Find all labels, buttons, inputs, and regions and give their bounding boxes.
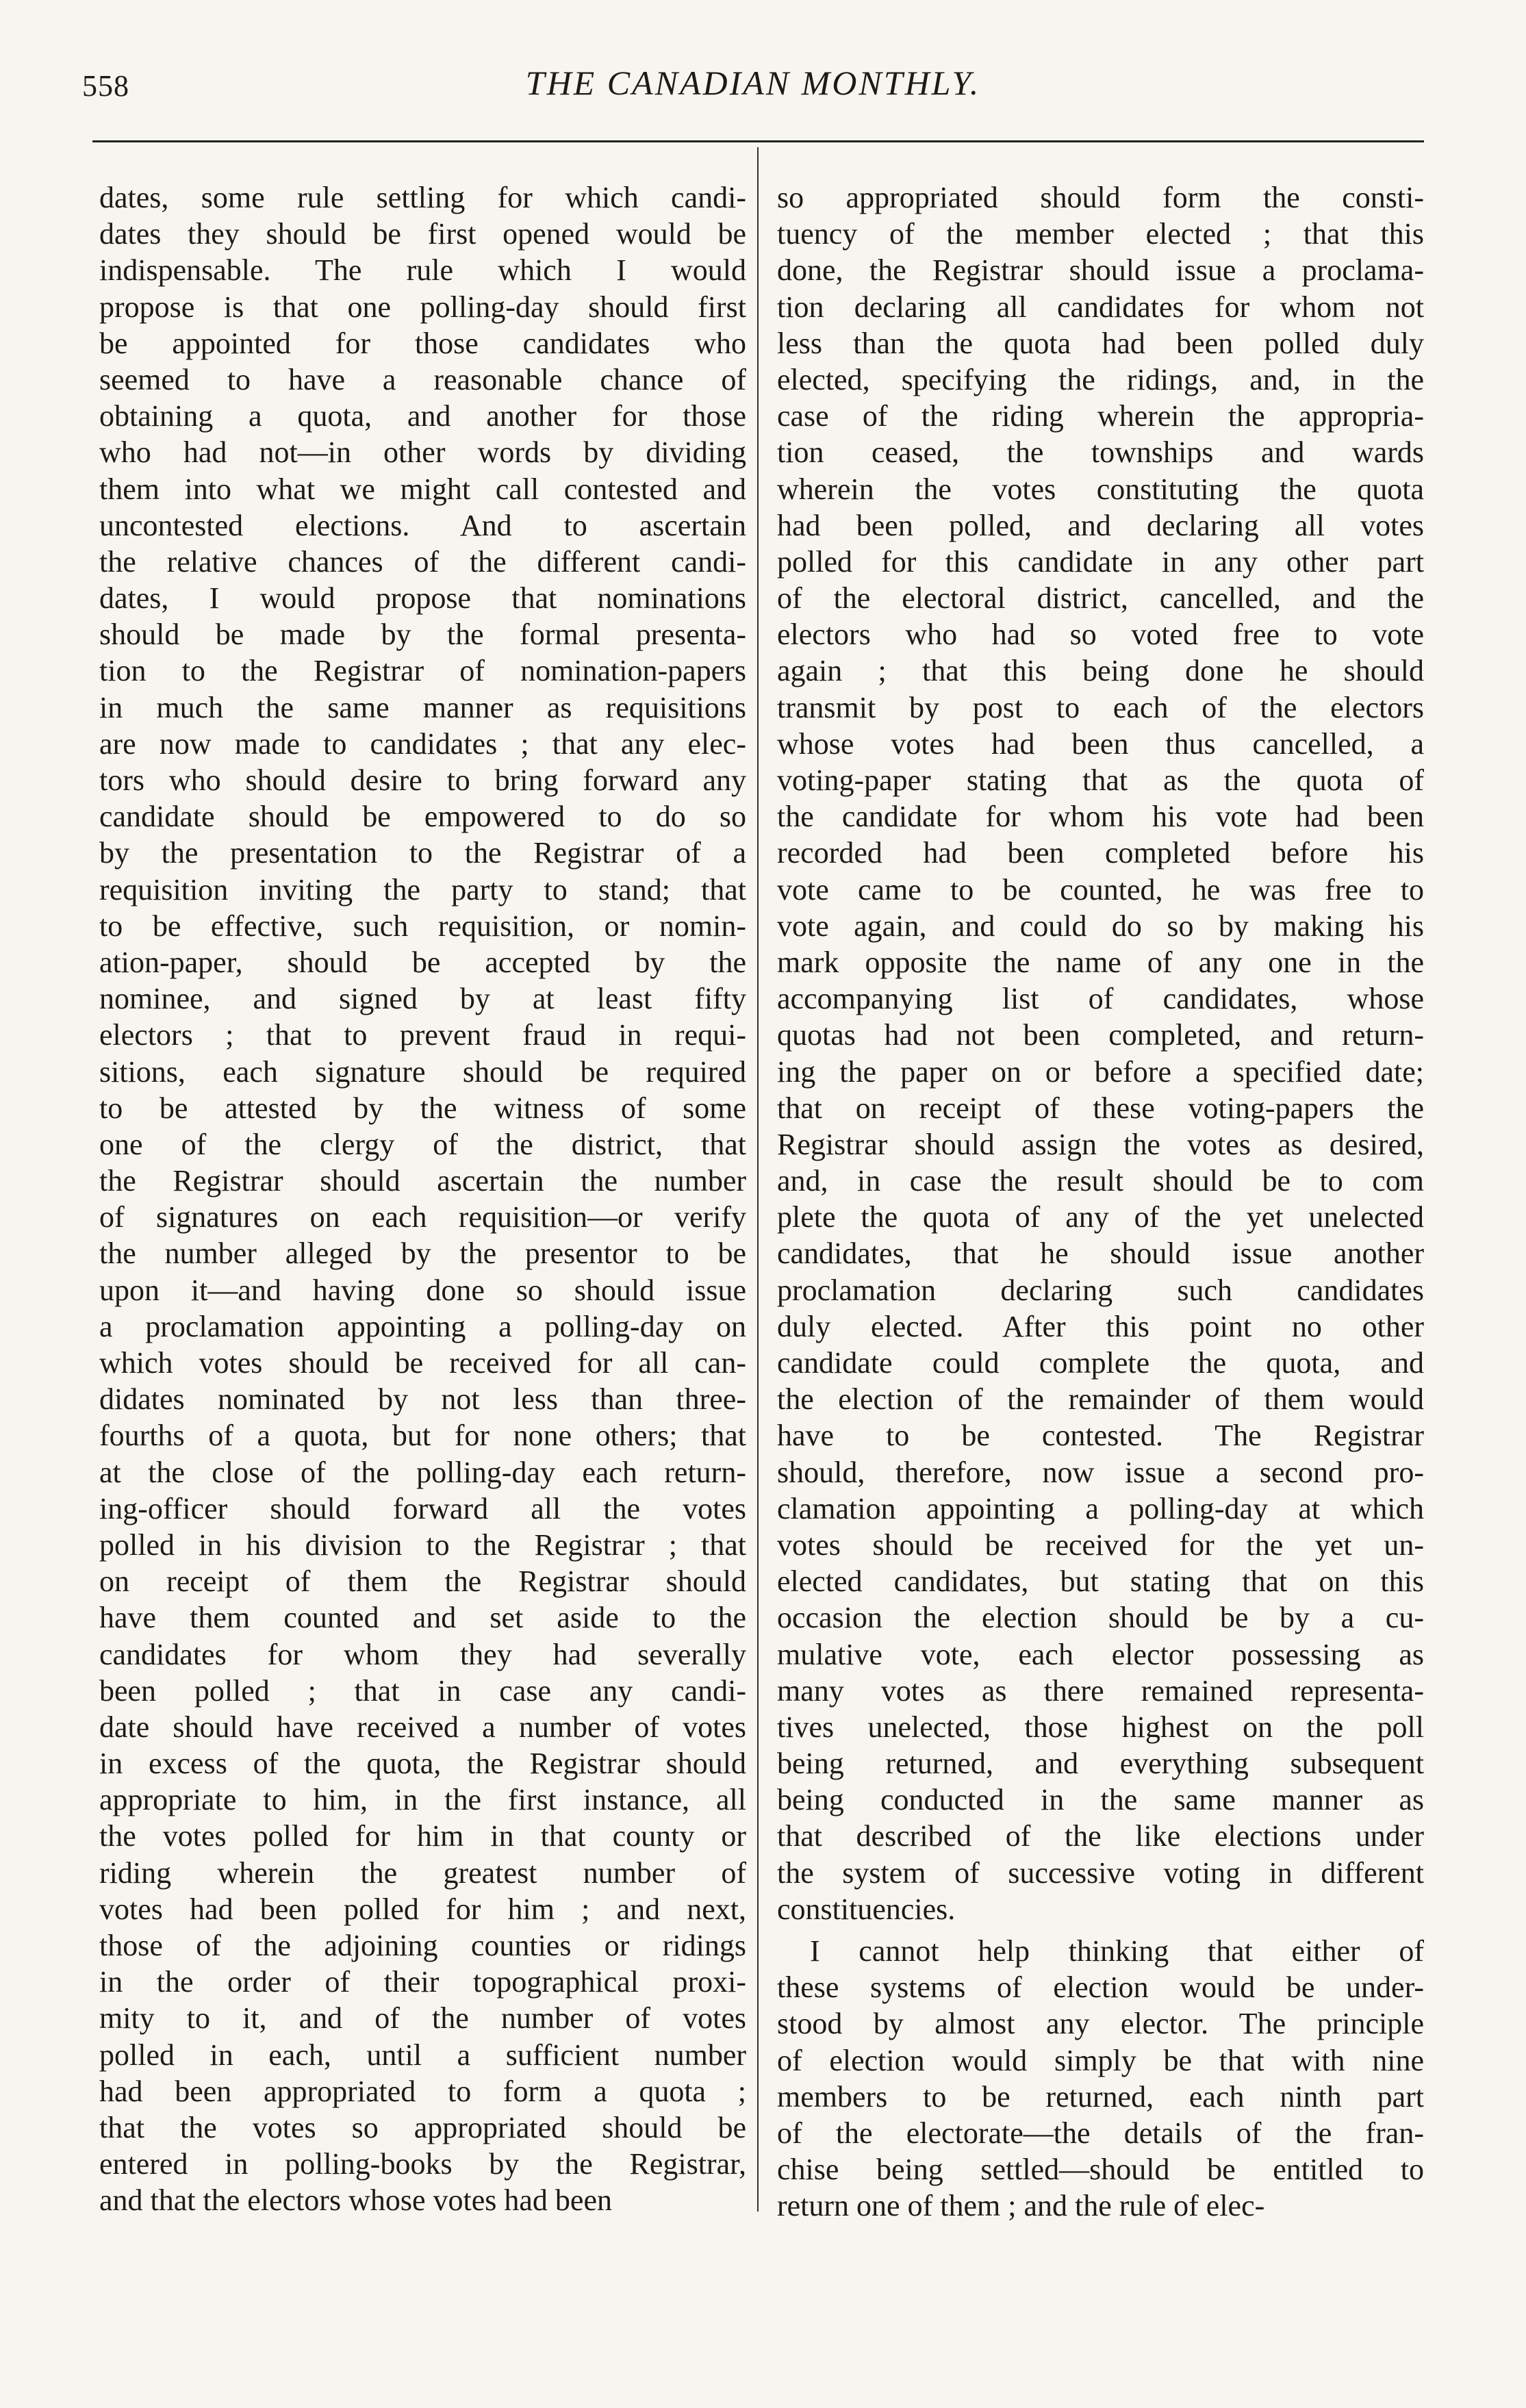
text-line: being returned, and everything subsequent: [777, 1747, 1424, 1781]
text-line: proclamation declaring such candidates: [777, 1273, 1424, 1307]
text-line: of the electorate—the details of the fran-: [777, 2116, 1424, 2150]
text-line: the votes polled for him in that county or: [99, 1819, 746, 1853]
text-line: voting-paper stating that as the quota of: [777, 763, 1424, 797]
text-line: polled for this candidate in any other part: [777, 544, 1424, 579]
text-line: had been appropriated to form a quota ;: [99, 2074, 746, 2108]
text-line: one of the clergy of the district, that: [99, 1127, 746, 1161]
text-line: that described of the like elections under: [777, 1819, 1424, 1853]
text-line: and that the electors whose votes had been: [99, 2183, 612, 2218]
text-line: uncontested elections. And to ascertain: [99, 508, 746, 542]
text-line: tives unelected, those highest on the poll: [777, 1710, 1424, 1744]
text-line: have to be contested. The Registrar: [777, 1419, 1424, 1453]
text-line: appropriate to him, in the first instance, all: [99, 1783, 746, 1817]
text-line: vote again, and could do so by making his: [777, 909, 1424, 943]
text-line: indispensable. The rule which I would: [99, 253, 746, 288]
text-line: quotas had not been completed, and return-: [777, 1018, 1424, 1052]
text-line: had been polled, and declaring all votes: [777, 508, 1424, 542]
text-line: tion declaring all candidates for whom not: [777, 290, 1424, 324]
text-line: have them counted and set aside to the: [99, 1601, 746, 1635]
text-line: less than the quota had been polled duly: [777, 326, 1424, 360]
text-line: tion ceased, the townships and wards: [777, 435, 1424, 470]
text-line: in the order of their topographical proxi-: [99, 1965, 746, 1999]
text-line: date should have received a number of votes: [99, 1710, 746, 1744]
text-line: in excess of the quota, the Registrar should: [99, 1747, 746, 1781]
text-line: stood by almost any elector. The principle: [777, 2007, 1424, 2041]
text-line: didates nominated by not less than three-: [99, 1382, 746, 1417]
column-divider: [757, 147, 759, 2211]
text-line: in much the same manner as requisitions: [99, 690, 746, 724]
page-number: 558: [82, 69, 129, 103]
text-line: tors who should desire to bring forward any: [99, 763, 746, 797]
text-line: constituencies.: [777, 1892, 956, 1926]
text-line: sitions, each signature should be required: [99, 1054, 746, 1089]
text-line: electors who had so voted free to vote: [777, 618, 1424, 652]
text-line: the system of successive voting in different: [777, 1855, 1424, 1890]
text-line: occasion the election should be by a cu-: [777, 1601, 1424, 1635]
text-line: accompanying list of candidates, whose: [777, 982, 1424, 1016]
text-line: been polled ; that in case any candi-: [99, 1673, 746, 1708]
text-line: upon it—and having done so should issue: [99, 1273, 746, 1307]
text-line: propose is that one polling-day should first: [99, 290, 746, 324]
text-line: to be effective, such requisition, or nomin-: [99, 909, 746, 943]
text-line: are now made to candidates ; that any elec-: [99, 726, 746, 761]
text-line: obtaining a quota, and another for those: [99, 399, 746, 433]
text-line: Registrar should assign the votes as desired,: [777, 1127, 1424, 1161]
text-line: who had not—in other words by dividing: [99, 435, 746, 470]
text-line: plete the quota of any of the yet unelected: [777, 1200, 1424, 1234]
text-line: chise being settled—should be entitled to: [777, 2153, 1424, 2187]
text-line: be appointed for those candidates who: [99, 326, 746, 360]
text-line: those of the adjoining counties or ridings: [99, 1929, 746, 1962]
text-line: of signatures on each requisition—or verify: [99, 1200, 746, 1234]
text-line: dates, some rule settling for which candi-: [99, 181, 746, 214]
text-line: candidate should be empowered to do so: [99, 800, 746, 834]
text-line: clamation appointing a polling-day at which: [777, 1491, 1424, 1525]
left-column-text: [99, 179, 746, 2219]
text-line: wherein the votes constituting the quota: [777, 472, 1424, 506]
left-column: [99, 179, 746, 2240]
text-line: being conducted in the same manner as: [777, 1783, 1424, 1817]
text-line: of the electoral district, cancelled, and the: [777, 581, 1424, 616]
text-line: the Registrar should ascertain the number: [99, 1164, 746, 1198]
text-line: of election would simply be that with nine: [777, 2043, 1424, 2077]
text-line: tuency of the member elected ; that this: [777, 217, 1424, 251]
text-line: members to be returned, each ninth part: [777, 2079, 1424, 2114]
header-rule: [92, 140, 1424, 142]
text-line: by the presentation to the Registrar of a: [99, 836, 746, 870]
text-line: many votes as there remained representa-: [777, 1673, 1424, 1708]
text-line: ing-officer should forward all the votes: [99, 1491, 746, 1525]
page-header: [82, 63, 1424, 118]
text-line: should, therefore, now issue a second pro-: [777, 1455, 1424, 1489]
right-column: [777, 179, 1424, 2240]
text-line: mity to it, and of the number of votes: [99, 2001, 746, 2036]
text-line: fourths of a quota, but for none others; that: [99, 1419, 746, 1453]
text-line: riding wherein the greatest number of: [99, 1855, 746, 1890]
text-line: entered in polling-books by the Registrar,: [99, 2147, 746, 2181]
text-line: the election of the remainder of them would: [777, 1382, 1424, 1417]
text-line: polled in his division to the Registrar ; that: [99, 1528, 746, 1562]
text-line: them into what we might call contested and: [99, 472, 746, 506]
text-line: votes had been polled for him ; and next,: [99, 1892, 746, 1926]
text-line: that the votes so appropriated should be: [99, 2110, 746, 2144]
text-line: I cannot help thinking that either of: [810, 1934, 1424, 1968]
text-line: electors ; that to prevent fraud in requi-: [99, 1018, 746, 1052]
text-line: mulative vote, each elector possessing as: [777, 1637, 1424, 1671]
text-line: requisition inviting the party to stand; that: [99, 872, 746, 907]
text-line: candidate could complete the quota, and: [777, 1346, 1424, 1380]
text-line: that on receipt of these voting-papers the: [777, 1091, 1424, 1125]
text-line: ing the paper on or before a specified date;: [777, 1054, 1424, 1089]
text-line: to be attested by the witness of some: [99, 1091, 746, 1125]
text-line: a proclamation appointing a polling-day on: [99, 1309, 746, 1343]
text-line: candidates, that he should issue another: [777, 1237, 1424, 1271]
text-line: duly elected. After this point no other: [777, 1309, 1424, 1343]
text-line: seemed to have a reasonable chance of: [99, 362, 746, 396]
text-line: done, the Registrar should issue a proclama-: [777, 253, 1424, 288]
text-line: and, in case the result should be to com: [777, 1164, 1424, 1198]
text-line: return one of them ; and the rule of elec-: [777, 2189, 1265, 2223]
text-line: at the close of the polling-day each return-: [99, 1455, 746, 1489]
text-line: should be made by the formal presenta-: [99, 618, 746, 652]
text-line: transmit by post to each of the electors: [777, 690, 1424, 724]
text-line: nominee, and signed by at least fifty: [99, 982, 746, 1016]
text-line: on receipt of them the Registrar should: [99, 1564, 746, 1599]
text-line: elected, specifying the ridings, and, in the: [777, 362, 1424, 396]
text-line: case of the riding wherein the appropria-: [777, 399, 1424, 433]
text-line: so appropriated should form the consti-: [777, 181, 1424, 214]
text-line: elected candidates, but stating that on this: [777, 1564, 1424, 1599]
text-line: the candidate for whom his vote had been: [777, 800, 1424, 834]
running-title: THE CANADIAN MONTHLY.: [525, 64, 981, 102]
text-line: candidates for whom they had severally: [99, 1637, 746, 1671]
text-line: polled in each, until a sufficient number: [99, 2038, 746, 2072]
text-line: these systems of election would be under-: [777, 1970, 1424, 2005]
text-line: the number alleged by the presentor to be: [99, 1237, 746, 1271]
right-column-text: [777, 179, 1424, 2225]
text-line: the relative chances of the different candi-: [99, 544, 746, 579]
text-line: recorded had been completed before his: [777, 836, 1424, 870]
text-line: dates they should be first opened would be: [99, 217, 746, 251]
text-line: tion to the Registrar of nomination-papers: [99, 654, 746, 688]
text-line: vote came to be counted, he was free to: [777, 872, 1424, 907]
text-line: whose votes had been thus cancelled, a: [777, 726, 1424, 761]
text-line: votes should be received for the yet un-: [777, 1528, 1424, 1562]
text-line: again ; that this being done he should: [777, 654, 1424, 688]
text-line: ation-paper, should be accepted by the: [99, 945, 746, 979]
text-line: mark opposite the name of any one in the: [777, 945, 1424, 979]
text-line: dates, I would propose that nominations: [99, 581, 746, 616]
text-line: which votes should be received for all can-: [99, 1346, 746, 1380]
